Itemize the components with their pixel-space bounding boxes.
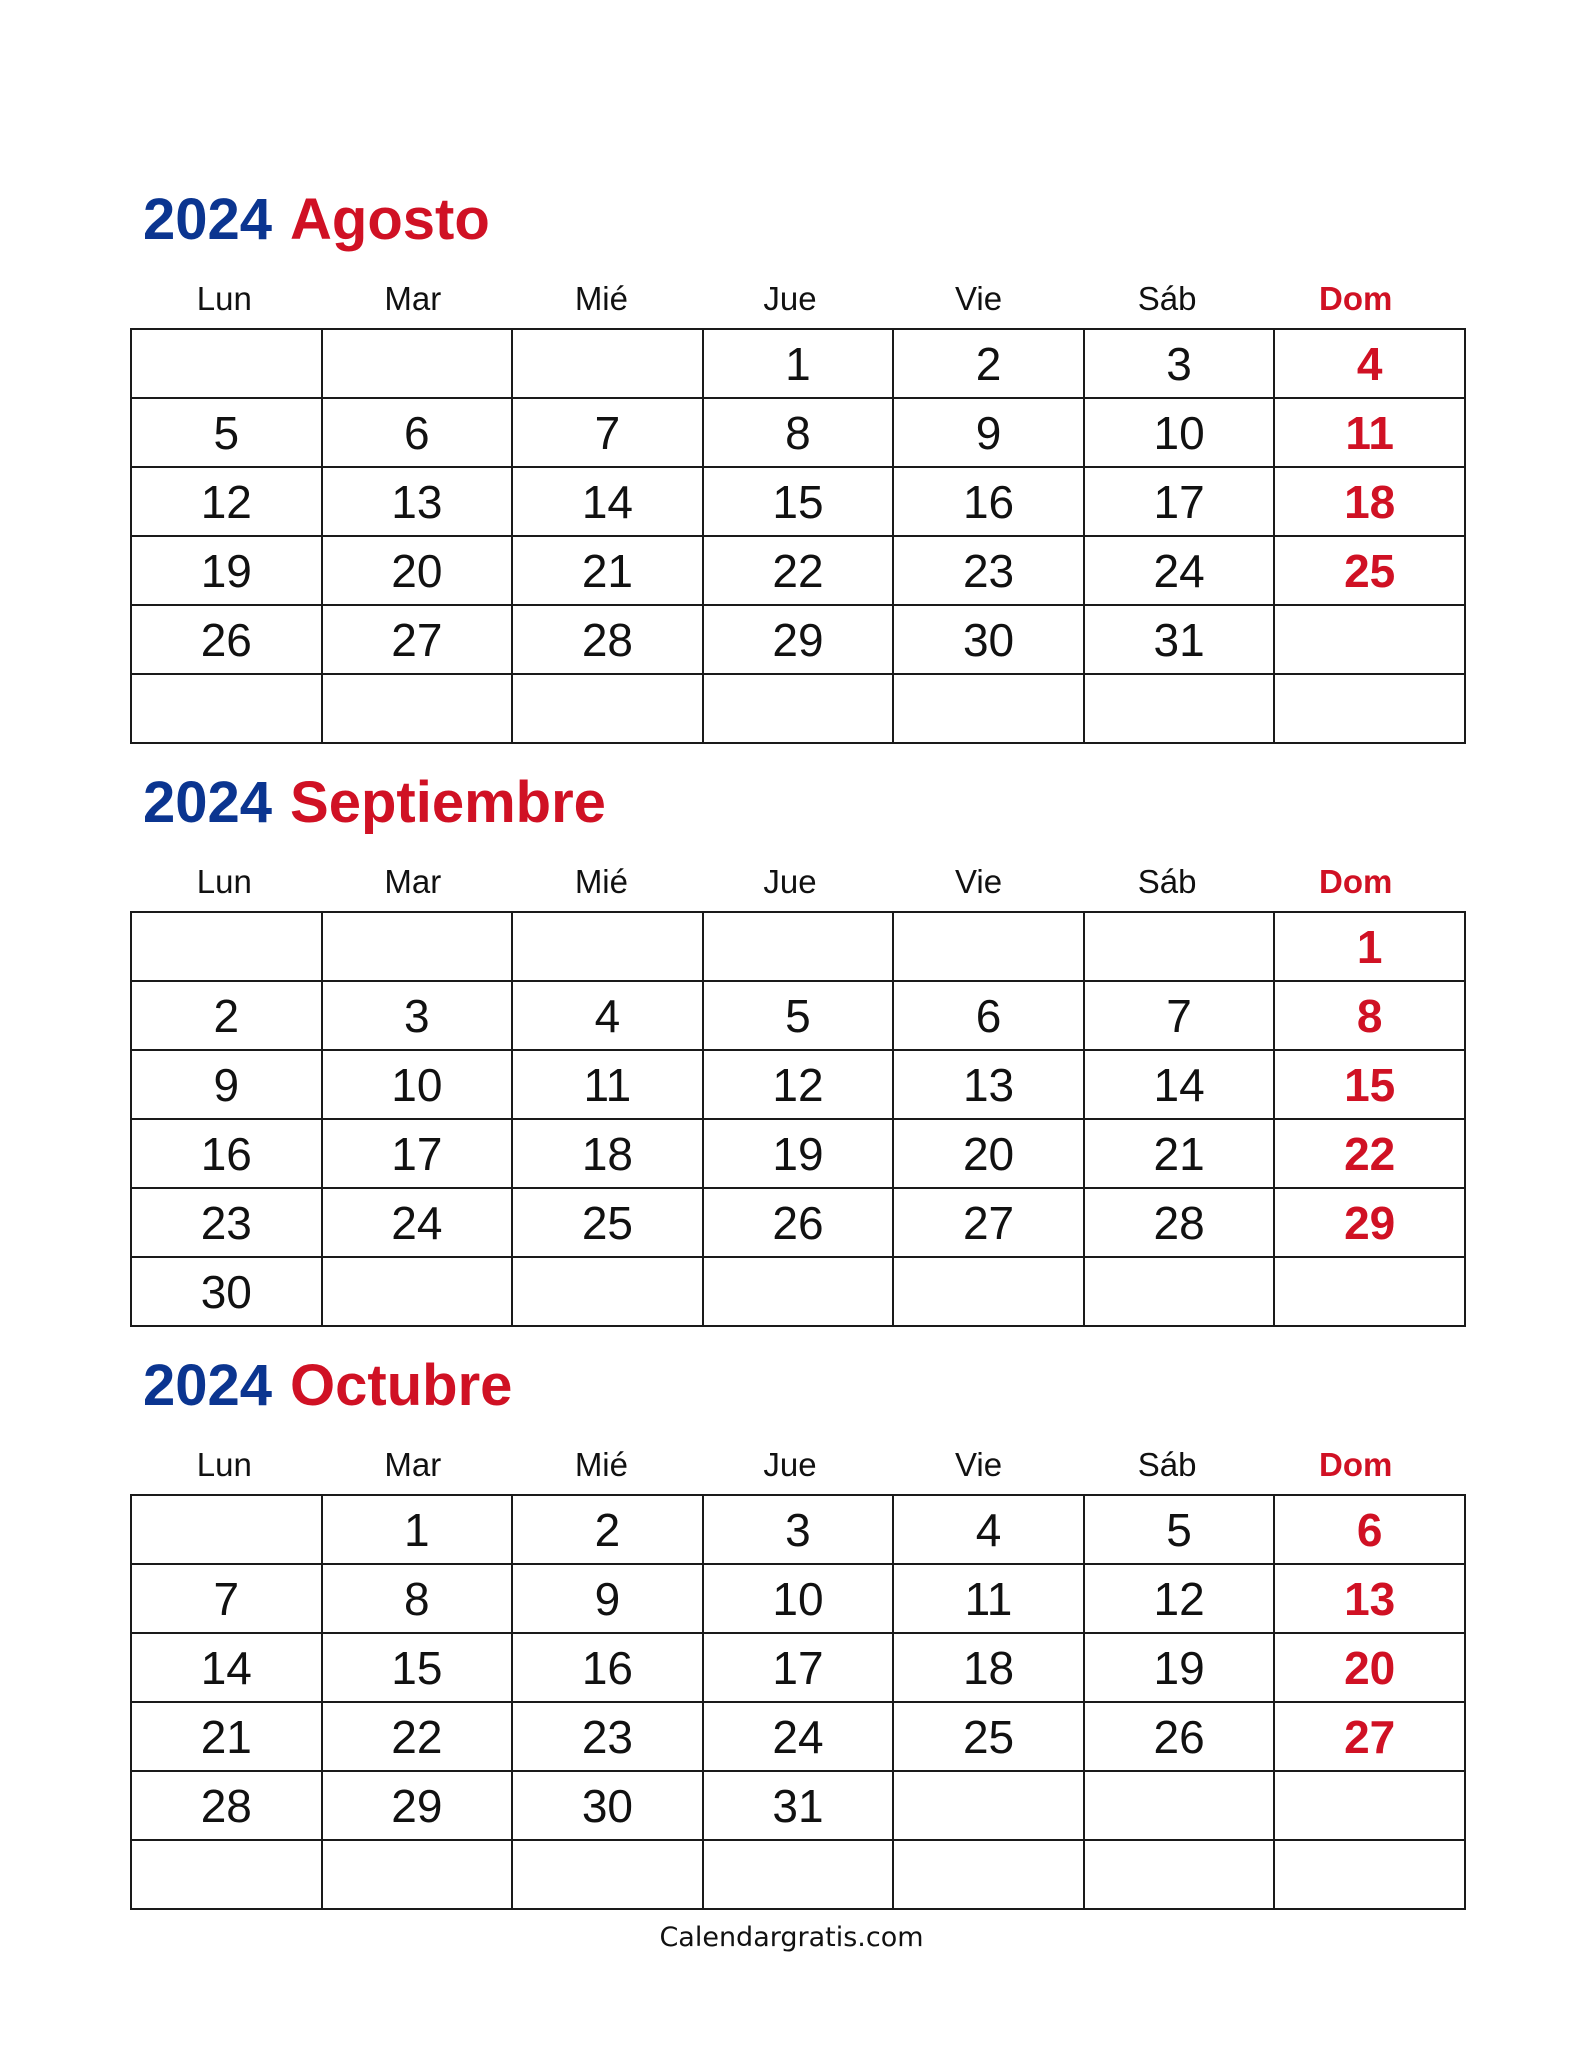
day-cell: 24 xyxy=(1084,536,1275,605)
day-cell: 14 xyxy=(131,1633,322,1702)
day-cell: 19 xyxy=(131,536,322,605)
week-row xyxy=(131,1840,1465,1909)
day-cell: 22 xyxy=(703,536,894,605)
day-cell: 10 xyxy=(1084,398,1275,467)
day-cell: 26 xyxy=(1084,1702,1275,1771)
day-cell: 28 xyxy=(131,1771,322,1840)
day-cell xyxy=(703,1840,894,1909)
day-cell xyxy=(322,1257,513,1326)
day-cell: 22 xyxy=(1274,1119,1465,1188)
day-cell: 27 xyxy=(322,605,513,674)
day-cell: 18 xyxy=(893,1633,1084,1702)
weekday-label: Dom xyxy=(1318,1446,1393,1483)
day-cell: 31 xyxy=(1084,605,1275,674)
year-label: 2024 xyxy=(143,187,273,252)
month-title xyxy=(143,763,606,843)
day-cell: 2 xyxy=(893,329,1084,398)
day-cell: 30 xyxy=(512,1771,703,1840)
day-cell: 2 xyxy=(131,981,322,1050)
day-cell xyxy=(512,912,703,981)
week-row xyxy=(131,329,1465,398)
day-cell: 4 xyxy=(893,1495,1084,1564)
day-cell: 6 xyxy=(1274,1495,1465,1564)
day-cell: 13 xyxy=(322,467,513,536)
day-cell xyxy=(893,1840,1084,1909)
day-cell xyxy=(512,1840,703,1909)
weekday-label: Vie xyxy=(954,280,1003,317)
day-cell: 20 xyxy=(322,536,513,605)
day-cell xyxy=(1274,1771,1465,1840)
month-name: Octubre xyxy=(290,1353,513,1418)
weekday-label: Jue xyxy=(763,1446,817,1483)
week-row xyxy=(131,674,1465,743)
weekday-label: Lun xyxy=(196,863,252,900)
day-cell: 4 xyxy=(1274,329,1465,398)
day-cell: 1 xyxy=(1274,912,1465,981)
weekday-label: Sáb xyxy=(1137,280,1197,317)
weekday-label: Mié xyxy=(574,1446,628,1483)
day-cell xyxy=(512,1257,703,1326)
day-cell: 10 xyxy=(703,1564,894,1633)
week-row xyxy=(131,1188,1465,1257)
day-cell xyxy=(703,1257,894,1326)
day-cell: 26 xyxy=(703,1188,894,1257)
weekday-label: Vie xyxy=(954,863,1003,900)
week-row xyxy=(131,398,1465,467)
day-cell xyxy=(893,1771,1084,1840)
day-cell xyxy=(1274,1257,1465,1326)
day-cell xyxy=(131,1840,322,1909)
calendar-grid xyxy=(130,328,1466,744)
week-row xyxy=(131,1119,1465,1188)
day-cell: 20 xyxy=(1274,1633,1465,1702)
day-cell: 13 xyxy=(893,1050,1084,1119)
day-cell: 25 xyxy=(1274,536,1465,605)
day-cell: 27 xyxy=(893,1188,1084,1257)
week-row xyxy=(131,536,1465,605)
weekday-label: Jue xyxy=(763,863,817,900)
day-cell: 27 xyxy=(1274,1702,1465,1771)
week-row xyxy=(131,605,1465,674)
day-cell xyxy=(893,912,1084,981)
calendar-grid xyxy=(130,1494,1466,1910)
day-cell: 2 xyxy=(512,1495,703,1564)
weekday-label: Dom xyxy=(1318,863,1393,900)
day-cell: 16 xyxy=(893,467,1084,536)
day-cell: 30 xyxy=(131,1257,322,1326)
day-cell: 21 xyxy=(512,536,703,605)
week-row xyxy=(131,1633,1465,1702)
day-cell: 9 xyxy=(512,1564,703,1633)
day-cell: 6 xyxy=(893,981,1084,1050)
weekday-header-row xyxy=(130,858,1450,906)
weekday-label: Jue xyxy=(763,280,817,317)
day-cell: 8 xyxy=(703,398,894,467)
month-title xyxy=(143,1346,512,1426)
day-cell: 31 xyxy=(703,1771,894,1840)
day-cell xyxy=(1084,912,1275,981)
week-row xyxy=(131,912,1465,981)
day-cell: 11 xyxy=(512,1050,703,1119)
day-cell: 17 xyxy=(1084,467,1275,536)
week-row xyxy=(131,1050,1465,1119)
footer-website-label: Calendargratis.com xyxy=(659,1922,924,1953)
day-cell: 12 xyxy=(131,467,322,536)
day-cell: 3 xyxy=(322,981,513,1050)
day-cell: 29 xyxy=(1274,1188,1465,1257)
day-cell: 6 xyxy=(322,398,513,467)
day-cell: 1 xyxy=(703,329,894,398)
day-cell: 7 xyxy=(131,1564,322,1633)
day-cell xyxy=(1084,1840,1275,1909)
day-cell xyxy=(1084,1257,1275,1326)
day-cell: 4 xyxy=(512,981,703,1050)
day-cell: 10 xyxy=(322,1050,513,1119)
day-cell xyxy=(322,674,513,743)
day-cell xyxy=(893,1257,1084,1326)
day-cell: 28 xyxy=(512,605,703,674)
day-cell xyxy=(1274,605,1465,674)
day-cell xyxy=(1274,1840,1465,1909)
day-cell: 3 xyxy=(703,1495,894,1564)
day-cell: 19 xyxy=(1084,1633,1275,1702)
day-cell: 15 xyxy=(703,467,894,536)
day-cell: 28 xyxy=(1084,1188,1275,1257)
day-cell: 26 xyxy=(131,605,322,674)
day-cell xyxy=(893,674,1084,743)
weekday-label: Mar xyxy=(384,863,442,900)
day-cell: 9 xyxy=(131,1050,322,1119)
day-cell xyxy=(322,329,513,398)
week-row xyxy=(131,981,1465,1050)
day-cell xyxy=(512,674,703,743)
day-cell: 29 xyxy=(703,605,894,674)
day-cell: 15 xyxy=(322,1633,513,1702)
day-cell: 15 xyxy=(1274,1050,1465,1119)
weekday-label: Dom xyxy=(1318,280,1393,317)
day-cell: 23 xyxy=(512,1702,703,1771)
day-cell: 14 xyxy=(512,467,703,536)
month-name: Septiembre xyxy=(290,770,606,835)
calendar-grid xyxy=(130,911,1466,1327)
weekday-label: Mié xyxy=(574,863,628,900)
week-row xyxy=(131,467,1465,536)
day-cell: 24 xyxy=(322,1188,513,1257)
day-cell xyxy=(131,329,322,398)
weekday-label: Sáb xyxy=(1137,1446,1197,1483)
day-cell: 19 xyxy=(703,1119,894,1188)
day-cell xyxy=(322,912,513,981)
year-label: 2024 xyxy=(143,1353,273,1418)
day-cell xyxy=(1274,674,1465,743)
day-cell: 25 xyxy=(893,1702,1084,1771)
day-cell: 9 xyxy=(893,398,1084,467)
day-cell: 5 xyxy=(703,981,894,1050)
day-cell: 5 xyxy=(131,398,322,467)
day-cell: 5 xyxy=(1084,1495,1275,1564)
day-cell xyxy=(322,1840,513,1909)
day-cell: 8 xyxy=(1274,981,1465,1050)
day-cell xyxy=(131,1495,322,1564)
weekday-header-row xyxy=(130,275,1450,323)
day-cell: 23 xyxy=(131,1188,322,1257)
day-cell: 11 xyxy=(1274,398,1465,467)
day-cell xyxy=(131,674,322,743)
weekday-label: Vie xyxy=(954,1446,1003,1483)
day-cell xyxy=(703,912,894,981)
weekday-label: Sáb xyxy=(1137,863,1197,900)
day-cell: 7 xyxy=(1084,981,1275,1050)
day-cell: 24 xyxy=(703,1702,894,1771)
day-cell: 17 xyxy=(322,1119,513,1188)
day-cell: 18 xyxy=(1274,467,1465,536)
day-cell: 11 xyxy=(893,1564,1084,1633)
day-cell: 25 xyxy=(512,1188,703,1257)
day-cell: 21 xyxy=(131,1702,322,1771)
day-cell: 18 xyxy=(512,1119,703,1188)
month-name: Agosto xyxy=(290,187,490,252)
week-row xyxy=(131,1771,1465,1840)
day-cell xyxy=(1084,1771,1275,1840)
day-cell: 8 xyxy=(322,1564,513,1633)
day-cell: 30 xyxy=(893,605,1084,674)
year-label: 2024 xyxy=(143,770,273,835)
day-cell: 21 xyxy=(1084,1119,1275,1188)
day-cell: 16 xyxy=(131,1119,322,1188)
day-cell: 7 xyxy=(512,398,703,467)
day-cell: 12 xyxy=(703,1050,894,1119)
day-cell xyxy=(1084,674,1275,743)
day-cell: 3 xyxy=(1084,329,1275,398)
day-cell: 23 xyxy=(893,536,1084,605)
day-cell: 1 xyxy=(322,1495,513,1564)
day-cell: 13 xyxy=(1274,1564,1465,1633)
day-cell: 29 xyxy=(322,1771,513,1840)
weekday-label: Mié xyxy=(574,280,628,317)
week-row xyxy=(131,1257,1465,1326)
day-cell xyxy=(703,674,894,743)
day-cell xyxy=(131,912,322,981)
weekday-label: Lun xyxy=(196,1446,252,1483)
week-row xyxy=(131,1702,1465,1771)
day-cell: 22 xyxy=(322,1702,513,1771)
day-cell: 12 xyxy=(1084,1564,1275,1633)
day-cell: 14 xyxy=(1084,1050,1275,1119)
weekday-label: Lun xyxy=(196,280,252,317)
day-cell xyxy=(512,329,703,398)
weekday-label: Mar xyxy=(384,1446,442,1483)
month-title xyxy=(143,180,490,260)
weekday-header-row xyxy=(130,1441,1450,1489)
week-row xyxy=(131,1495,1465,1564)
day-cell: 16 xyxy=(512,1633,703,1702)
week-row xyxy=(131,1564,1465,1633)
day-cell: 17 xyxy=(703,1633,894,1702)
weekday-label: Mar xyxy=(384,280,442,317)
day-cell: 20 xyxy=(893,1119,1084,1188)
